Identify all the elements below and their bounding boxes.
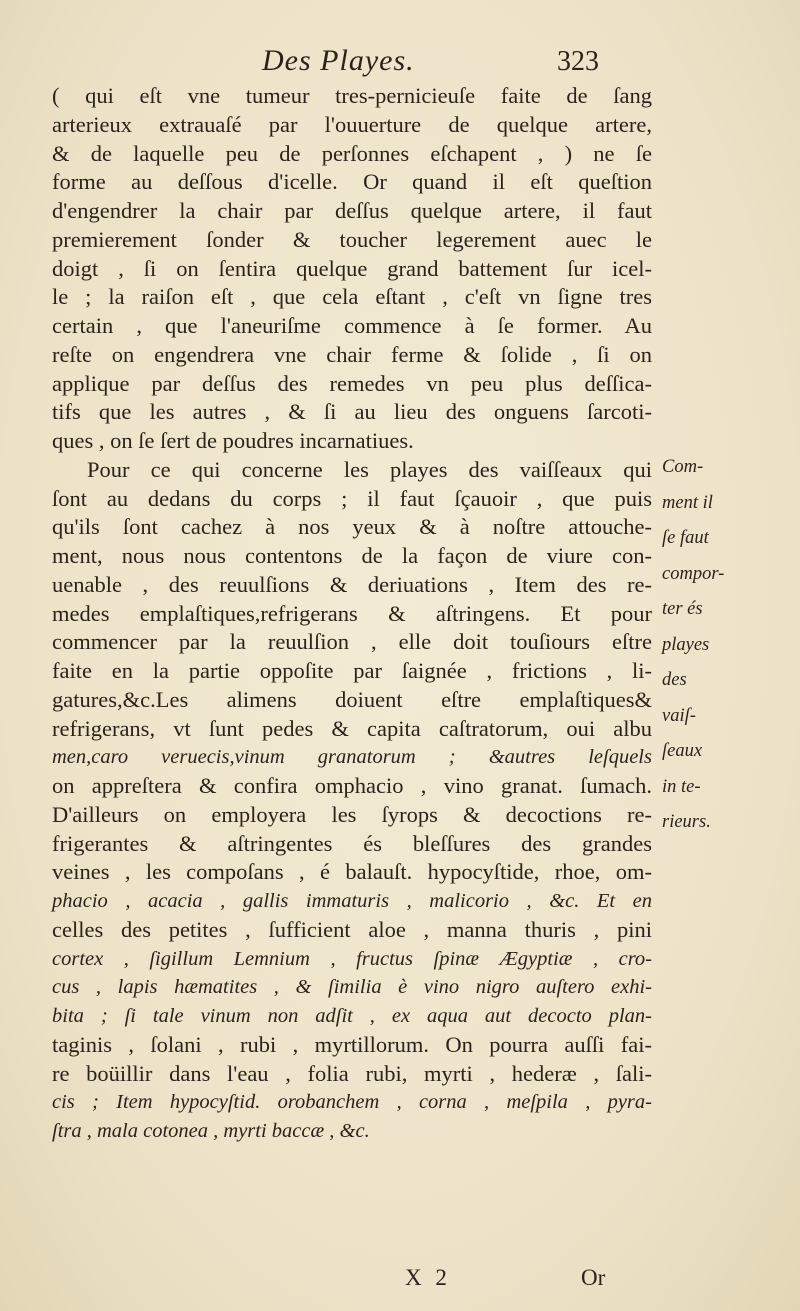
text-line: ſont au dedans du corps ; il faut ſçauoir , que puis: [52, 485, 652, 511]
text-line: tifs que les autres , & ſi au lieu des onguens ſarcoti-: [52, 399, 652, 425]
text-line: doigt , ſi on ſentira quelque grand battement ſur icel-: [52, 255, 652, 281]
margin-note-line: ſe faut: [662, 528, 709, 548]
text-line: premierement ſonder & toucher legerement auec le: [52, 226, 652, 252]
text-line: D'ailleurs on employera les ſyrops & decoctions re-: [52, 801, 652, 827]
text-line: re boüillir dans l'eau , folia rubi, myrti , hederæ , ſali-: [52, 1060, 652, 1086]
text-line: faite en la partie oppoſite par ſaignée , frictions , li-: [52, 658, 652, 683]
text-line: arterieux extrauaſé par l'ouuerture de quelque artere,: [52, 111, 652, 137]
latin-text-line: men,caro veruecis,vinum granatorum ; &autres leſquels: [52, 746, 652, 769]
text-line: on appreſtera & confira omphacio , vino granat. ſumach.: [52, 773, 652, 798]
text-line: certain , que l'aneuriſme commence à ſe former. Au: [52, 313, 652, 338]
page-footer: [0, 1265, 800, 1297]
margin-note-line: ment il: [662, 492, 713, 513]
text-line: ques , on ſe ſert de poudres incarnatiues.: [52, 428, 414, 453]
text-line: veines , les compoſans , é balauſt. hypocyſtide, rhoe, om-: [52, 859, 652, 885]
margin-note-line: ſeaux: [662, 741, 703, 761]
text-line: ( qui eſt vne tumeur tres-pernicieuſe faite de ſang: [52, 83, 652, 108]
text-line: forme au deſſous d'icelle. Or quand il eſt queſtion: [52, 169, 652, 195]
text-line: refrigerans, vt ſunt pedes & capita caſtratorum, oui albu: [52, 715, 652, 741]
catchword: Or: [581, 1265, 606, 1290]
margin-note: [662, 450, 742, 841]
margin-note-line: rieurs.: [662, 812, 711, 832]
text-line: applique par deſſus des remedes vn peu plus deſſica-: [52, 370, 652, 396]
latin-text-line: cus , lapis hæmatites , & ſimilia è vino nigro auſtero exhi-: [52, 976, 652, 999]
text-line: frigerantes & aſtringentes és bleſſures des grandes: [52, 830, 652, 856]
margin-note-line: Com-: [662, 457, 704, 477]
latin-text-line: bita ; ſi tale vinum non adſit , ex aqua aut decocto plan-: [52, 1005, 652, 1027]
page-number: 323: [557, 46, 599, 77]
paragraph-start-line: Pour ce qui concerne les playes des vaiſſeaux qui: [87, 456, 652, 482]
text-line: taginis , ſolani , rubi , myrtillorum. On pourra auſſi fai-: [52, 1031, 652, 1057]
latin-text-line: ſtra , mala cotonea , myrti baccæ , &c.: [52, 1120, 370, 1142]
text-line: medes emplaſtiques,refrigerans & aſtringens. Et pour: [52, 600, 652, 626]
body-text: [52, 82, 652, 1146]
text-line: qu'ils ſont cachez à nos yeux & à noſtre attouche-: [52, 514, 652, 540]
latin-text-line: cortex , ſigillum Lemnium , fructus ſpinæ Ægyptiæ , cro-: [52, 947, 652, 970]
text-line: & de laquelle peu de perſonnes eſchapent , ) ne ſe: [52, 140, 652, 166]
text-line: celles des petites , ſufficient aloe , manna thuris , pini: [52, 916, 652, 942]
signature-mark: X 2: [405, 1265, 451, 1290]
latin-text-line: phacio , acacia , gallis immaturis , malicorio , &c. Et en: [52, 890, 652, 912]
text-line: le ; la raiſon eſt , que cela eſtant , c'eſt vn ſigne tres: [52, 284, 652, 310]
running-title: Des Playes.: [262, 44, 415, 77]
margin-note-line: in te-: [662, 776, 701, 797]
text-line: d'engendrer la chair par deſſus quelque artere, il faut: [52, 198, 652, 223]
margin-note-line: des: [662, 670, 687, 690]
text-line: commencer par la reuulſion , elle doit touſiours eſtre: [52, 629, 652, 655]
margin-note-line: playes: [662, 634, 710, 655]
margin-note-line: compor-: [662, 563, 725, 584]
text-line: reſte on engendrera vne chair ferme & ſolide , ſi on: [52, 341, 652, 367]
text-line: gatures,&c.Les alimens doiuent eſtre emplaſtiques&: [52, 686, 652, 712]
margin-note-line: ter és: [662, 599, 703, 619]
text-line: ment, nous nous contentons de la façon de viure con-: [52, 543, 652, 568]
page-header: [0, 44, 800, 84]
margin-note-line: vaiſ-: [662, 705, 696, 726]
latin-text-line: cis ; Item hypocyſtid. orobanchem , corna , meſpila , pyra-: [52, 1091, 652, 1114]
text-line: uenable , des reuulſions & deriuations , Item des re-: [52, 571, 652, 597]
